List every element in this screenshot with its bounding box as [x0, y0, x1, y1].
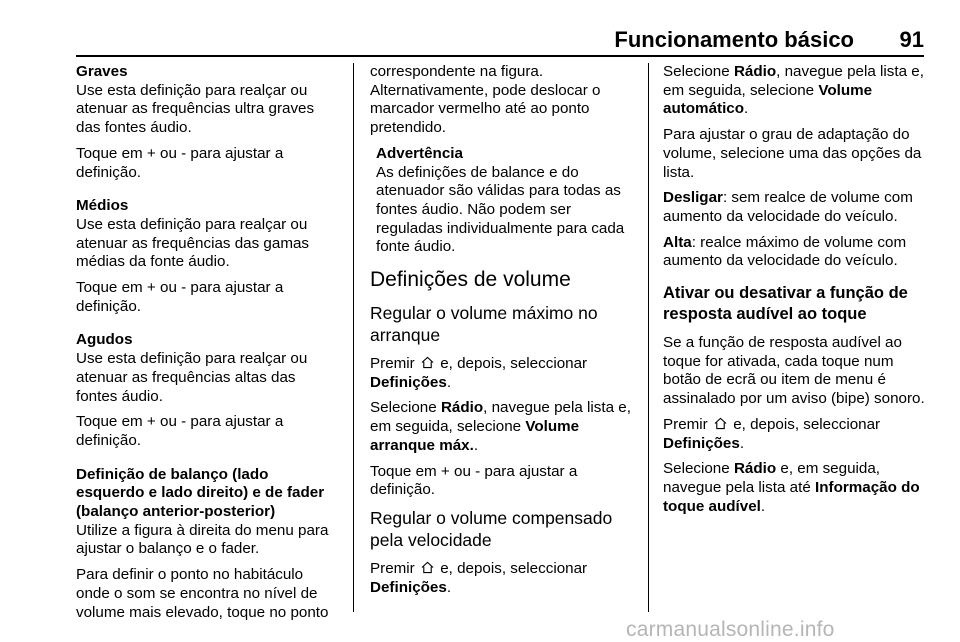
section-title: Agudos — [76, 331, 133, 349]
menu-term: Definições — [370, 578, 447, 596]
home-icon — [421, 561, 434, 574]
paragraph: Use esta definição para realçar ou atenuar as frequências ultra graves das fontes áudio. — [76, 81, 315, 137]
column-2: correspondente na figura. Alternativamente, pode deslocar o marcador vermelho até ao ponto pretendido. Advertência As definições de balance e do atenuador são válidas para todas as fontes áudio. Não podem ser reguladas individualmente para cada fonte áudio. Definições de volume Regular o volume máximo no arranque Premir e, depois, seleccionar Definições. Selecione Rádio, navegue pela lista e, em seguida, selecione Volume arranque máx.. Toque em + ou - para ajustar a definição. Regular o volume compensado pela velocidade Premir e, depois, seleccionar Definições. — [370, 63, 636, 604]
paragraph: correspondente na figura. Alternativamente, pode deslocar o marcador vermelho até ao ponto pretendido. — [370, 63, 601, 137]
section-title: Graves — [76, 63, 128, 80]
menu-term: Informação do toque audível — [663, 478, 920, 515]
header-title: Funcionamento básico — [614, 27, 854, 52]
paragraph: Toque em + ou - para ajustar a definição. — [76, 144, 284, 181]
paragraph: Toque em + ou - para ajustar a definição. — [370, 462, 578, 499]
menu-term: Rádio — [733, 63, 777, 80]
menu-term: Volume arranque máx. — [370, 418, 580, 454]
column-1 — [76, 63, 340, 637]
paragraph: Utilize a figura à direita do menu para ajustar o balanço e o fader. — [76, 521, 329, 558]
menu-term: Alta — [663, 233, 692, 251]
page-number: 91 — [899, 27, 924, 52]
menu-term: Definições — [370, 373, 447, 391]
section-title: Médios — [76, 197, 129, 215]
menu-term: Rádio — [733, 460, 777, 478]
paragraph: Toque em + ou - para ajustar a definição. — [76, 279, 284, 315]
menu-term: Volume automático — [663, 81, 873, 118]
paragraph: Para ajustar o grau de adaptação do volume, selecione uma das opções da lista. — [663, 126, 922, 181]
section-balanco — [76, 466, 340, 623]
home-icon — [714, 417, 727, 430]
menu-term: Rádio — [440, 399, 484, 417]
column-3: Selecione Rádio, navegue pela lista e, em seguida, selecione Volume automático. Para ajustar o grau de adaptação do volume, selecione uma das opções da lista. Desligar: sem realce de volume com aumento da velocidade do veículo. Alta: realce máximo de volume com aumento da velocidade do veículo. Ativar ou desativar a função de resposta audível ao toque Se a função de resposta audível ao toque for ativada, cada toque num botão de ecrã ou item de menu é assinalado por um aviso (bipe) sonoro. Premir e, depois, seleccionar Definições. Selecione Rádio e, em seguida, navegue pela lista até Informação do toque audível. — [663, 63, 929, 523]
home-icon — [421, 356, 434, 369]
section-agudos — [76, 331, 340, 450]
heading-max-volume: Regular o volume máximo no arranque — [370, 303, 598, 346]
heading-volume-settings: Definições de volume — [370, 268, 571, 292]
heading-speed-volume: Regular o volume compensado pela velocidade — [370, 507, 613, 550]
text: Premir — [370, 355, 415, 373]
watermark: carmanualsonline.info — [626, 618, 835, 641]
note-box — [376, 145, 636, 257]
header-rule — [76, 55, 924, 57]
paragraph: Se a função de resposta audível ao toque for ativada, cada toque num botão de ecrã ou item de menu é assinalado por um aviso (bipe) sonoro. — [663, 334, 925, 408]
note-text: As definições de balance e do atenuador são válidas para todas as fontes áudio. Não podem ser reguladas individualmente para cada fonte áudio. — [376, 163, 625, 256]
section-graves — [76, 63, 340, 182]
paragraph: Toque em + ou - para ajustar a definição. — [76, 413, 284, 449]
menu-term: Desligar — [663, 189, 723, 207]
page-header — [76, 27, 924, 55]
text: e, depois, seleccionar — [440, 355, 588, 373]
paragraph: Use esta definição para realçar ou atenuar as frequências das gamas médias da fonte áudio. — [76, 215, 310, 271]
section-medios — [76, 197, 340, 316]
column-divider — [353, 63, 354, 612]
section-title: Definição de balanço (lado esquerdo e lado direito) e de fader (balanço anterior-posterior) — [76, 465, 325, 521]
heading-touch-feedback: Ativar ou desativar a função de resposta audível ao toque — [663, 284, 908, 324]
column-divider — [648, 63, 649, 612]
paragraph: Para definir o ponto no habitáculo onde o som se encontra no nível de volume mais elevado, toque no ponto — [76, 566, 329, 621]
menu-term: Definições — [663, 434, 740, 452]
note-title: Advertência — [376, 144, 463, 162]
paragraph: Use esta definição para realçar ou atenuar as frequências altas das fontes áudio. — [76, 350, 308, 405]
